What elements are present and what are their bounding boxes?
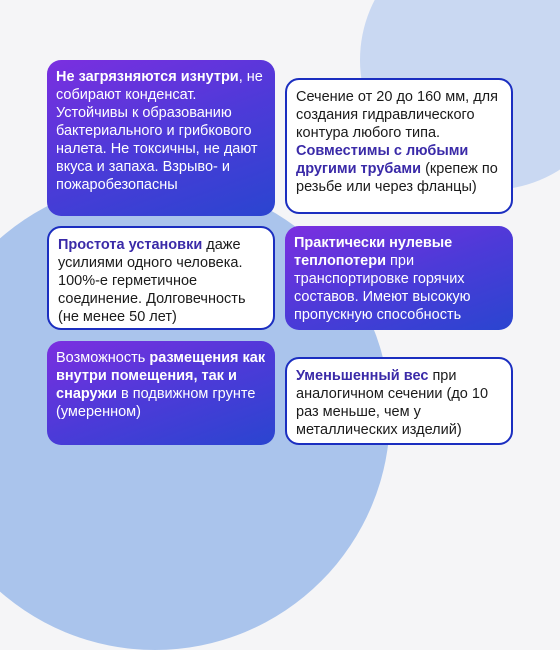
card-bold-text: Практически нулевые теплопотери: [294, 235, 453, 269]
card-text: (крепеж по резьбе или через фланцы): [296, 161, 498, 195]
card-bold-text: Совместимы с любыми другими трубами: [296, 143, 469, 177]
card-placement: [47, 341, 275, 445]
card-text: в подвижном грунте (умеренном): [56, 386, 256, 420]
card-cross-section: [285, 78, 513, 214]
card-bold-text: Не загрязняются изнутри: [56, 69, 239, 85]
card-no-contamination: [47, 60, 275, 216]
card-text: , не собирают конденсат. Устойчивы к образованию бактериального и грибкового налета. Не токсичны, не дают вкуса и запаха. Взрыво- и пожаробезопасны: [56, 69, 263, 193]
card-pre-text: Сечение от 20 до 160 мм, для создания гидравлического контура любого типа.: [296, 89, 498, 141]
card-reduced-weight: [285, 357, 513, 445]
card-bold-text: Уменьшенный вес: [296, 368, 429, 384]
card-bold-text: размещения как внутри помещения, так и снаружи: [56, 350, 266, 402]
card-easy-installation: [47, 226, 275, 330]
card-text: при аналогичном сечении (до 10 раз меньше, чем у металлических изделий): [296, 368, 489, 438]
card-bold-text: Простота установки: [58, 237, 203, 253]
card-text: при транспортировке горячих составов. Имеют высокую пропускную способность: [294, 253, 471, 323]
card-pre-text: Возможность: [56, 350, 150, 366]
card-text: даже усилиями одного человека. 100%-е герметичное соединение. Долговечность (не менее 50 лет): [58, 237, 246, 325]
card-heat-loss: [285, 226, 513, 330]
